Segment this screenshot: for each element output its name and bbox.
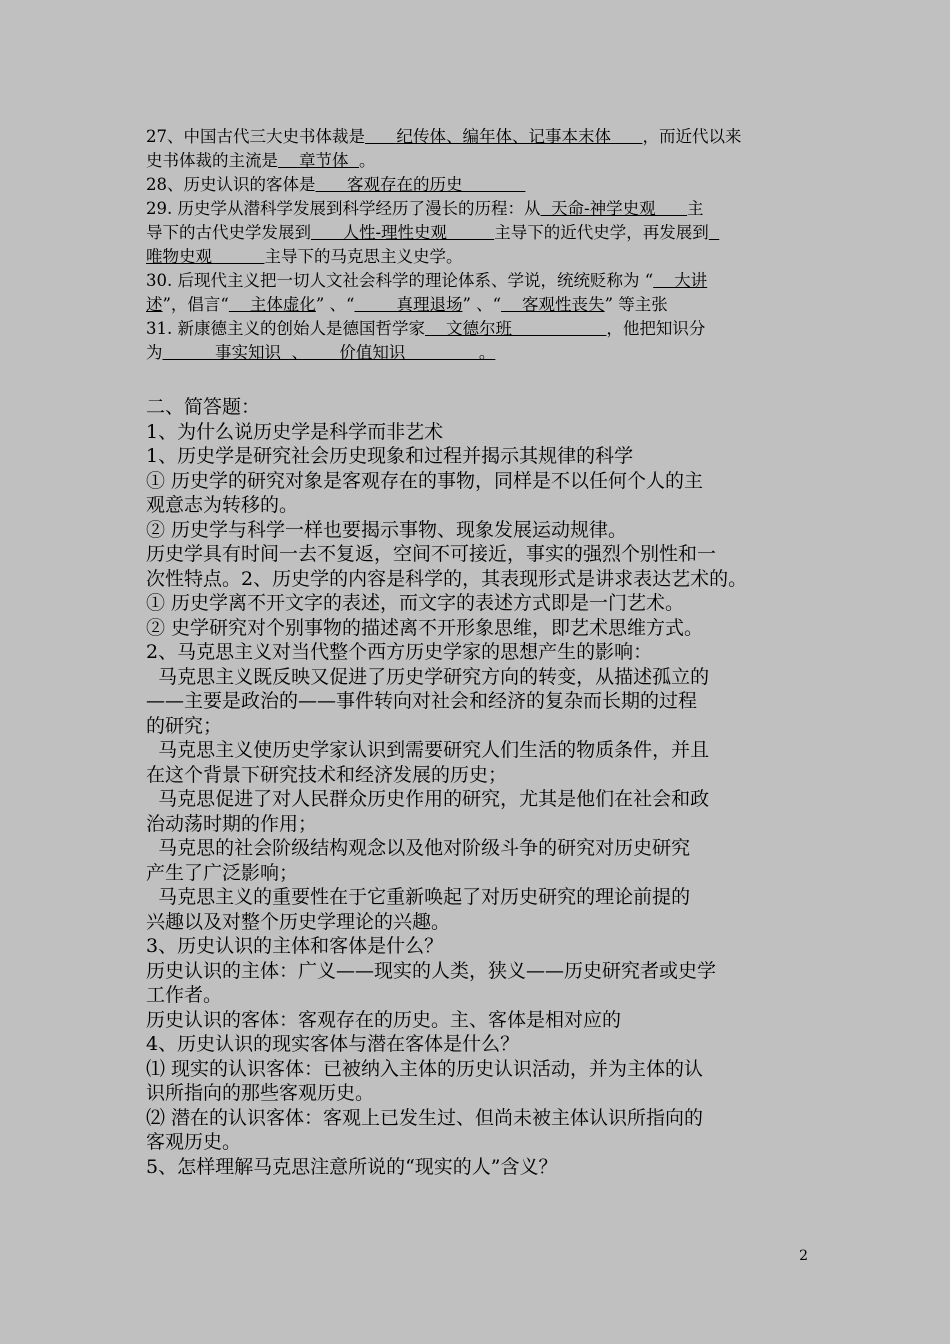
fill-in-text: 29. 历史学从潜科学发展到科学经历了漫长的历程：从 <box>146 199 541 218</box>
fill-in-line <box>146 245 826 269</box>
fill-in-text: 28、历史认识的客体是 <box>146 175 316 194</box>
short-answer-line: 客观历史。 <box>146 1131 242 1153</box>
short-answer-line: ② 历史学与科学一样也要揭示事物、现象发展运动规律。 <box>146 518 628 541</box>
short-answer-line: 次性特点。2、历史学的内容是科学的，其表现形式是讲求表达艺术的。 <box>146 567 748 590</box>
fill-in-line <box>146 125 826 149</box>
fill-in-line <box>146 149 826 173</box>
short-answer-line: 二、简答题： <box>146 396 261 418</box>
fill-in-text: 导下的古代史学发展到 <box>146 223 311 242</box>
fill-in-text: 30. 后现代主义把一切人文社会科学的理论体系、学说，统统贬称为 “ <box>146 271 654 290</box>
short-answer-line: 1、为什么说历史学是科学而非艺术 <box>146 420 444 443</box>
fill-in-text: 为 <box>146 343 163 362</box>
short-answer-line: ——主要是政治的——事件转向对社会和经济的复杂而长期的过程 <box>146 690 698 712</box>
short-answer-line: 的研究； <box>146 714 223 737</box>
fill-in-answer: 人性-理性史观 <box>311 223 495 242</box>
short-answer-line: 治动荡时期的作用； <box>146 812 318 835</box>
short-answer-line: ① 历史学的研究对象是客观存在的事物，同样是不以任何个人的主 <box>146 469 704 492</box>
fill-in-answer: 事实知识 、 价值知识 。 <box>162 343 496 362</box>
fill-in-line <box>146 197 826 221</box>
fill-in-answer: 主体虚化 <box>228 295 316 314</box>
page-number: 2 <box>799 1248 808 1264</box>
fill-in-answer: 真理退场 <box>354 295 463 314</box>
short-answer-line: 历史认识的主体：广义——现实的人类，狭义——历史研究者或史学 <box>146 959 717 982</box>
short-answer-line: ① 历史学离不开文字的表述，而文字的表述方式即是一门艺术。 <box>146 592 685 614</box>
fill-in-text: 主导下的近代史学，再发展到 <box>494 223 709 242</box>
fill-in-text: ” 等主张 <box>604 295 668 314</box>
fill-in-text: ，而近代以来 <box>642 127 742 146</box>
fill-in-text: ”，倡言“ <box>162 295 229 314</box>
fill-in-answer: 章节体 <box>278 151 359 170</box>
fill-in-answer: 唯物史观 <box>146 247 265 266</box>
fill-in-answer: 文德尔班 <box>425 319 607 338</box>
short-answer-line: 历史学具有时间一去不复返，空间不可接近，事实的强烈个别性和一 <box>146 543 717 565</box>
short-answer-section <box>146 395 826 1179</box>
short-answer-line: ⑵ 潜在的认识客体：客观上已发生过、但尚未被主体认识所指向的 <box>146 1106 704 1129</box>
short-answer-line: 产生了广泛影响； <box>146 861 299 884</box>
short-answer-line: 3、历史认识的主体和客体是什么？ <box>146 935 444 957</box>
fill-in-line <box>146 173 826 197</box>
short-answer-line: 兴趣以及对整个历史学理论的兴趣。 <box>146 910 451 933</box>
short-answer-line: 观意志为转移的。 <box>146 494 299 516</box>
fill-in-text: ，他把知识分 <box>606 319 706 338</box>
fill-in-answer: 天命-神学史观 <box>540 199 688 218</box>
short-answer-line: 识所指向的那些客观历史。 <box>146 1082 375 1104</box>
fill-in-line <box>146 221 826 245</box>
short-answer-line: 马克思主义使历史学家认识到需要研究人们生活的物质条件，并且 <box>146 739 710 761</box>
fill-in-answer: 客观性丧失 <box>501 295 605 314</box>
fill-in-text: ” 、“ <box>462 295 502 314</box>
short-answer-line: 马克思的社会阶级结构观念以及他对阶级斗争的研究对历史研究 <box>146 837 691 859</box>
short-answer-line: ② 史学研究对个别事物的描述离不开形象思维，即艺术思维方式。 <box>146 616 704 639</box>
fill-in-text: 主 <box>687 199 704 218</box>
short-answer-line: 历史认识的客体：客观存在的历史。主、客体是相对应的 <box>146 1008 622 1031</box>
fill-in-text: 主导下的马克思主义史学。 <box>264 247 463 266</box>
short-answer-line: 4、历史认识的现实客体与潜在客体是什么？ <box>146 1033 520 1055</box>
short-answer-line: 2、马克思主义对当代整个西方历史学家的思想产生的影响： <box>146 641 653 663</box>
fill-in-text: 。 <box>358 151 376 170</box>
fill-in-text: 史书体裁的主流是 <box>146 151 278 170</box>
short-answer-line: 1、历史学是研究社会历史现象和过程并揭示其规律的科学 <box>146 445 634 467</box>
short-answer-line: 5、怎样理解马克思注意所说的“现实的人”含义？ <box>146 1155 558 1178</box>
short-answer-line: 工作者。 <box>146 984 223 1006</box>
short-answer-line: 在这个背景下研究技术和经济发展的历史； <box>146 763 508 786</box>
fill-in-text: 31. 新康德主义的创始人是德国哲学家 <box>146 319 425 338</box>
fill-in-line <box>146 341 826 365</box>
short-answer-line: ⑴ 现实的认识客体：已被纳入主体的历史认识活动，并为主体的认 <box>146 1057 704 1080</box>
short-answer-line: 马克思主义的重要性在于它重新唤起了对历史研究的理论前提的 <box>146 886 691 908</box>
fill-in-line <box>146 293 826 317</box>
fill-in-answer: 述 <box>146 295 163 314</box>
fill-in-questions <box>146 125 826 365</box>
fill-in-answer: 大讲 <box>653 271 708 290</box>
fill-in-text: ” 、“ <box>315 295 355 314</box>
fill-in-answer <box>709 223 720 242</box>
fill-in-answer: 纪传体、编年体、记事本末体 <box>365 127 643 146</box>
fill-in-text: 27、中国古代三大史书体裁是 <box>146 127 365 146</box>
fill-in-line <box>146 269 826 293</box>
fill-in-answer: 客观存在的历史 <box>315 175 526 194</box>
short-answer-line: 马克思促进了对人民群众历史作用的研究，尤其是他们在社会和政 <box>146 788 710 810</box>
short-answer-line: 马克思主义既反映又促进了历史学研究方向的转变，从描述孤立的 <box>146 665 710 688</box>
fill-in-line <box>146 317 826 341</box>
